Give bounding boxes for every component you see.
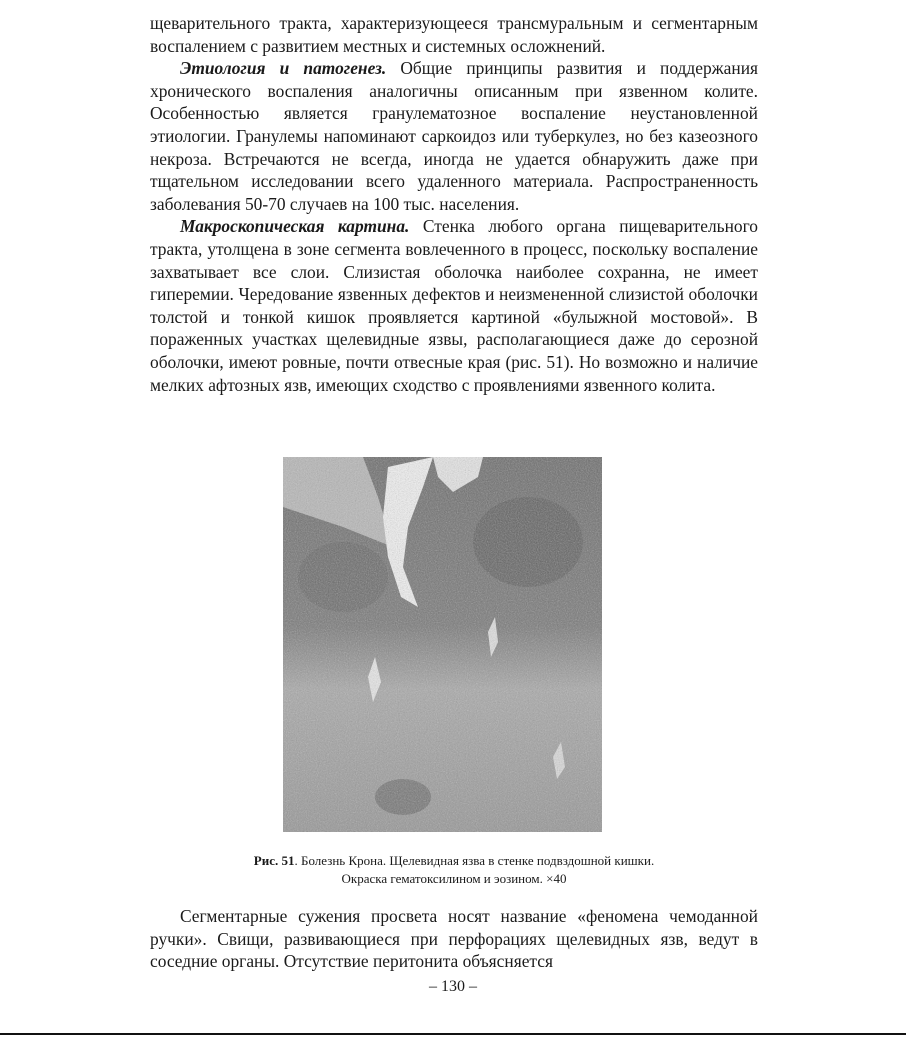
tissue-texture xyxy=(283,457,602,832)
bottom-text-block xyxy=(150,905,758,973)
macro-text: Стенка любого органа пищеварительного тракта, утолщена в зоне сегмента вовлеченного в процесс, поскольку воспаление захватывает все слои. Слизистая оболочка наиболее сохранна, не имеет гиперемии. Чередование язвенных дефектов и неизмененной слизистой оболочки толстой и тонкой кишок проявляется картиной «булыжной мостовой». В пораженных участках щелевидные язвы, располагающиеся даже до серозной оболочки, имеют ровные, почти отвесные края (рис. 51). Но возможно и наличие мелких афтозных язв, имеющих сходство с проявлениями язвенного колита. xyxy=(150,216,759,395)
caption-line-2: Окраска гематоксилином и эозином. ×40 xyxy=(341,871,567,886)
macro-paragraph xyxy=(150,215,758,396)
caption-text-1: . Болезнь Крона. Щелевидная язва в стенке подвздошной кишки. xyxy=(294,853,655,868)
page-number: – 130 – xyxy=(429,978,477,995)
figure-caption xyxy=(150,852,758,888)
intro-paragraph: щеварительного тракта, характеризующееся трансмуральным и сегментарным воспалением с развитием местных и системных осложнений. xyxy=(150,13,758,56)
caption-line-1 xyxy=(150,852,758,870)
etiology-paragraph xyxy=(150,57,758,215)
bottom-paragraph: Сегментарные сужения просвета носят название «феномена чемоданной ручки». Свищи, развивающиеся при перфорациях щелевидных язв, ведут в соседние органы. Отсутствие перитонита объясняется xyxy=(150,906,758,972)
histology-micrograph xyxy=(283,457,602,832)
micrograph-image xyxy=(283,457,602,832)
page-bottom-rule xyxy=(0,1033,906,1035)
etiology-term: Этиология и патогенез. xyxy=(180,58,387,79)
etiology-text: Общие принципы развития и поддержания хронического воспаления аналогичны описанным при язвенном колите. Особенностью является гранулематозное воспаление неустановленной этиологии. Гранулемы напоминают саркоидоз или туберкулез, но без казеозного некроза. Встречаются не всегда, иногда не удается обнаружить даже при тщательном исследовании всего удаленного материала. Распространенность заболевания 50-70 случаев на 100 тыс. населения. xyxy=(150,58,759,214)
top-text-block xyxy=(150,12,758,396)
caption-label: Рис. 51 xyxy=(253,853,295,868)
macro-term: Макроскопическая картина. xyxy=(180,216,410,237)
